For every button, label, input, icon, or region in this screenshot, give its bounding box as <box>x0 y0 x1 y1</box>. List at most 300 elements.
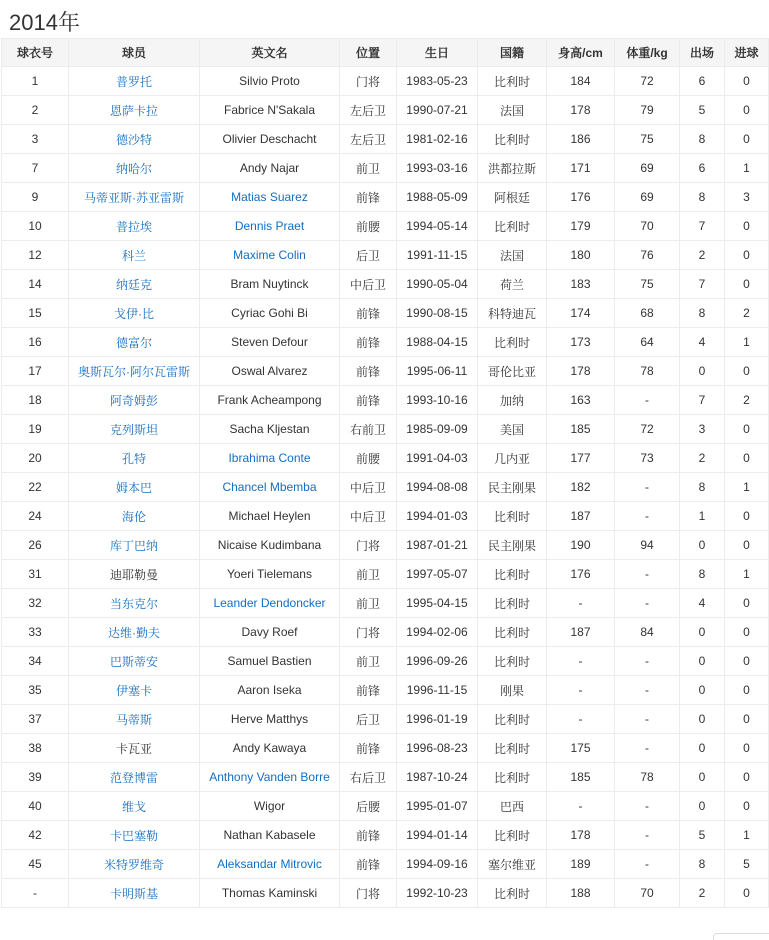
cell-nationality: 比利时 <box>478 502 547 531</box>
cell-apps: 0 <box>680 676 725 705</box>
cell-birthday: 1994-05-14 <box>397 212 478 241</box>
cell-apps: 0 <box>680 734 725 763</box>
cell-nationality: 巴西 <box>478 792 547 821</box>
cell-name_cn: 迪耶勒曼 <box>69 560 200 589</box>
table-row <box>2 763 769 792</box>
col-header-height: 身高/cm <box>547 39 615 67</box>
cell-name_en <box>200 241 340 270</box>
cell-weight: - <box>615 386 680 415</box>
cell-nationality: 比利时 <box>478 821 547 850</box>
cell-no: 12 <box>2 241 69 270</box>
cell-height: 174 <box>547 299 615 328</box>
cell-name_en: Bram Nuytinck <box>200 270 340 299</box>
cell-weight: - <box>615 850 680 879</box>
cell-nationality: 比利时 <box>478 212 547 241</box>
cell-nationality: 荷兰 <box>478 270 547 299</box>
cell-height: 175 <box>547 734 615 763</box>
cell-weight: - <box>615 705 680 734</box>
cell-pos: 右后卫 <box>340 763 397 792</box>
cell-name_en <box>200 444 340 473</box>
cell-name_cn <box>69 589 200 618</box>
table-body <box>2 67 769 908</box>
cell-apps: 8 <box>680 850 725 879</box>
cell-nationality: 民主刚果 <box>478 531 547 560</box>
cell-goals: 0 <box>725 67 769 96</box>
cell-height: 187 <box>547 502 615 531</box>
cell-apps: 2 <box>680 444 725 473</box>
cell-goals: 0 <box>725 647 769 676</box>
player-link-en[interactable]: Anthony Vanden Borre <box>209 770 330 784</box>
player-link-cn[interactable]: 阿奇姆彭 <box>109 393 158 408</box>
cell-name_en: Michael Heylen <box>200 502 340 531</box>
table-row <box>2 241 769 270</box>
cell-birthday: 1990-05-04 <box>397 270 478 299</box>
cell-name_en <box>200 763 340 792</box>
cell-birthday: 1981-02-16 <box>397 125 478 154</box>
player-link-cn[interactable]: 米特罗维奇 <box>103 857 164 872</box>
cell-pos: 门将 <box>340 531 397 560</box>
cell-nationality: 比利时 <box>478 705 547 734</box>
cell-no: 10 <box>2 212 69 241</box>
cell-name_cn <box>69 763 200 792</box>
player-link-cn[interactable]: 马蒂亚斯·苏亚雷斯 <box>84 190 184 205</box>
player-link-cn[interactable]: 纳哈尔 <box>115 161 152 176</box>
table-row <box>2 386 769 415</box>
cell-pos: 前锋 <box>340 183 397 212</box>
table-row <box>2 705 769 734</box>
cell-apps: 2 <box>680 879 725 908</box>
cell-name_en: Andy Kawaya <box>200 734 340 763</box>
cell-weight: 72 <box>615 415 680 444</box>
cell-name_en: Sacha Kljestan <box>200 415 340 444</box>
cell-pos: 前锋 <box>340 299 397 328</box>
cell-name_en: Steven Defour <box>200 328 340 357</box>
player-link-cn[interactable]: 马蒂斯 <box>115 712 152 727</box>
cell-apps: 0 <box>680 618 725 647</box>
cell-name_en: Frank Acheampong <box>200 386 340 415</box>
cell-name_cn <box>69 67 200 96</box>
cell-weight: 76 <box>615 241 680 270</box>
cell-no: 37 <box>2 705 69 734</box>
cell-nationality: 比利时 <box>478 647 547 676</box>
cell-birthday: 1992-10-23 <box>397 879 478 908</box>
cell-pos: 中后卫 <box>340 473 397 502</box>
player-link-cn[interactable]: 当东克尔 <box>109 596 158 611</box>
player-link-cn[interactable]: 范登博雷 <box>109 770 158 785</box>
cell-name_en: Samuel Bastien <box>200 647 340 676</box>
table-row <box>2 560 769 589</box>
cell-weight: 69 <box>615 183 680 212</box>
cell-name_cn <box>69 328 200 357</box>
player-link-cn[interactable]: 巴斯蒂安 <box>109 654 158 669</box>
cell-name_cn <box>69 792 200 821</box>
cell-nationality: 美国 <box>478 415 547 444</box>
table-row <box>2 473 769 502</box>
player-link-cn[interactable]: 克列斯坦 <box>109 422 158 437</box>
cell-name_en: Davy Roef <box>200 618 340 647</box>
cell-pos: 前锋 <box>340 386 397 415</box>
cell-no: 42 <box>2 821 69 850</box>
cell-height: 176 <box>547 183 615 212</box>
table-header-row <box>2 39 769 67</box>
cell-height: 187 <box>547 618 615 647</box>
cell-name_en: Aaron Iseka <box>200 676 340 705</box>
player-link-cn[interactable]: 纳廷克 <box>115 277 152 292</box>
cell-nationality: 法国 <box>478 96 547 125</box>
cell-height: 184 <box>547 67 615 96</box>
table-row <box>2 415 769 444</box>
cell-apps: 0 <box>680 763 725 792</box>
col-header-no: 球衣号 <box>2 39 69 67</box>
cell-no: 22 <box>2 473 69 502</box>
cell-name_cn <box>69 850 200 879</box>
player-link-cn[interactable]: 恩萨卡拉 <box>109 103 158 118</box>
cell-height: 176 <box>547 560 615 589</box>
col-header-apps: 出场 <box>680 39 725 67</box>
cell-pos: 前锋 <box>340 357 397 386</box>
cell-pos: 前卫 <box>340 560 397 589</box>
cell-nationality: 法国 <box>478 241 547 270</box>
player-link-cn[interactable]: 维戈 <box>121 799 146 814</box>
cell-no: 1 <box>2 67 69 96</box>
cell-pos: 门将 <box>340 618 397 647</box>
cell-weight: 72 <box>615 67 680 96</box>
table-row <box>2 183 769 212</box>
cell-name_cn <box>69 444 200 473</box>
player-link-cn[interactable]: 普罗托 <box>115 74 152 89</box>
cell-weight: 70 <box>615 212 680 241</box>
cell-birthday: 1987-01-21 <box>397 531 478 560</box>
cell-birthday: 1991-11-15 <box>397 241 478 270</box>
cell-name_cn: 卡瓦亚 <box>69 734 200 763</box>
cell-apps: 0 <box>680 792 725 821</box>
player-link-cn[interactable]: 德沙特 <box>115 132 152 147</box>
table-row <box>2 821 769 850</box>
cell-birthday: 1985-09-09 <box>397 415 478 444</box>
cell-height: 179 <box>547 212 615 241</box>
cell-pos: 门将 <box>340 67 397 96</box>
cell-no: 2 <box>2 96 69 125</box>
cell-no: 15 <box>2 299 69 328</box>
player-link-en[interactable]: Leander Dendoncker <box>213 596 326 610</box>
cell-pos: 前腰 <box>340 212 397 241</box>
player-link-en[interactable]: Matias Suarez <box>231 190 308 204</box>
cell-nationality: 加纳 <box>478 386 547 415</box>
cell-apps: 6 <box>680 67 725 96</box>
cell-goals: 0 <box>725 241 769 270</box>
cell-no: 39 <box>2 763 69 792</box>
cell-height: - <box>547 589 615 618</box>
cell-name_en: Herve Matthys <box>200 705 340 734</box>
collapse-button-partial[interactable] <box>713 933 769 940</box>
player-link-cn[interactable]: 普拉埃 <box>115 219 152 234</box>
cell-goals: 3 <box>725 183 769 212</box>
cell-goals: 5 <box>725 850 769 879</box>
cell-birthday: 1983-05-23 <box>397 67 478 96</box>
cell-apps: 2 <box>680 241 725 270</box>
cell-name_cn <box>69 618 200 647</box>
cell-height: 177 <box>547 444 615 473</box>
cell-no: 38 <box>2 734 69 763</box>
cell-no: 45 <box>2 850 69 879</box>
cell-birthday: 1994-01-03 <box>397 502 478 531</box>
cell-height: 186 <box>547 125 615 154</box>
player-link-cn[interactable]: 伊塞卡 <box>115 683 152 698</box>
table-row <box>2 792 769 821</box>
cell-weight: 69 <box>615 154 680 183</box>
cell-goals: 0 <box>725 618 769 647</box>
cell-apps: 0 <box>680 531 725 560</box>
cell-no: 33 <box>2 618 69 647</box>
cell-apps: 8 <box>680 125 725 154</box>
cell-weight: 75 <box>615 125 680 154</box>
cell-height: 178 <box>547 821 615 850</box>
player-link-en[interactable]: Dennis Praet <box>234 219 305 233</box>
cell-birthday: 1994-08-08 <box>397 473 478 502</box>
cell-name_cn <box>69 879 200 908</box>
col-header-nationality: 国籍 <box>478 39 547 67</box>
cell-goals: 0 <box>725 415 769 444</box>
cell-apps: 0 <box>680 647 725 676</box>
squad-table <box>1 38 769 908</box>
cell-no: 17 <box>2 357 69 386</box>
cell-name_cn <box>69 821 200 850</box>
cell-weight: - <box>615 676 680 705</box>
cell-name_cn <box>69 531 200 560</box>
cell-name_cn <box>69 183 200 212</box>
cell-goals: 0 <box>725 125 769 154</box>
col-header-pos: 位置 <box>340 39 397 67</box>
cell-weight: 64 <box>615 328 680 357</box>
player-link-cn[interactable]: 卡巴塞勒 <box>109 828 158 843</box>
cell-birthday: 1996-11-15 <box>397 676 478 705</box>
cell-name_cn <box>69 705 200 734</box>
cell-nationality: 哥伦比亚 <box>478 357 547 386</box>
cell-pos: 前腰 <box>340 444 397 473</box>
cell-weight: - <box>615 589 680 618</box>
cell-name_en: Olivier Deschacht <box>200 125 340 154</box>
player-link-cn[interactable]: 孔特 <box>121 451 146 466</box>
player-link-en[interactable]: Chancel Mbemba <box>222 480 317 494</box>
cell-birthday: 1988-05-09 <box>397 183 478 212</box>
col-header-weight: 体重/kg <box>615 39 680 67</box>
cell-apps: 5 <box>680 96 725 125</box>
cell-name_en: Fabrice N'Sakala <box>200 96 340 125</box>
cell-nationality: 比利时 <box>478 560 547 589</box>
cell-birthday: 1994-02-06 <box>397 618 478 647</box>
cell-name_cn <box>69 647 200 676</box>
cell-no: - <box>2 879 69 908</box>
cell-birthday: 1994-09-16 <box>397 850 478 879</box>
cell-pos: 前锋 <box>340 676 397 705</box>
col-header-name_en: 英文名 <box>200 39 340 67</box>
cell-name_en <box>200 473 340 502</box>
player-link-cn[interactable]: 奥斯瓦尔·阿尔瓦雷斯 <box>78 364 190 379</box>
cell-apps: 8 <box>680 183 725 212</box>
cell-weight: - <box>615 821 680 850</box>
cell-apps: 5 <box>680 821 725 850</box>
cell-name_cn <box>69 502 200 531</box>
cell-birthday: 1997-05-07 <box>397 560 478 589</box>
cell-name_cn <box>69 270 200 299</box>
cell-pos: 前锋 <box>340 821 397 850</box>
player-link-cn[interactable]: 姆本巴 <box>115 480 152 495</box>
player-link-cn[interactable]: 戈伊·比 <box>114 306 154 321</box>
cell-pos: 前锋 <box>340 850 397 879</box>
cell-birthday: 1993-10-16 <box>397 386 478 415</box>
player-link-cn[interactable]: 海伦 <box>121 509 146 524</box>
table-row <box>2 154 769 183</box>
cell-apps: 3 <box>680 415 725 444</box>
cell-height: - <box>547 647 615 676</box>
cell-name_en: Andy Najar <box>200 154 340 183</box>
cell-apps: 7 <box>680 212 725 241</box>
cell-goals: 2 <box>725 386 769 415</box>
cell-height: 183 <box>547 270 615 299</box>
cell-goals: 1 <box>725 328 769 357</box>
cell-nationality: 民主刚果 <box>478 473 547 502</box>
player-link-cn[interactable]: 库丁巴纳 <box>109 538 158 553</box>
cell-height: 188 <box>547 879 615 908</box>
cell-weight: - <box>615 502 680 531</box>
table-row <box>2 502 769 531</box>
col-header-goals: 进球 <box>725 39 769 67</box>
cell-nationality: 比利时 <box>478 734 547 763</box>
cell-name_cn <box>69 299 200 328</box>
cell-name_cn <box>69 125 200 154</box>
cell-name_cn <box>69 415 200 444</box>
table-row <box>2 212 769 241</box>
table-row <box>2 676 769 705</box>
cell-pos: 右前卫 <box>340 415 397 444</box>
cell-pos: 前卫 <box>340 647 397 676</box>
cell-height: 180 <box>547 241 615 270</box>
table-row <box>2 67 769 96</box>
cell-apps: 1 <box>680 502 725 531</box>
table-row <box>2 618 769 647</box>
cell-nationality: 阿根廷 <box>478 183 547 212</box>
cell-weight: - <box>615 734 680 763</box>
cell-goals: 0 <box>725 444 769 473</box>
col-header-birthday: 生日 <box>397 39 478 67</box>
cell-apps: 8 <box>680 473 725 502</box>
table-row <box>2 589 769 618</box>
cell-apps: 4 <box>680 328 725 357</box>
cell-goals: 0 <box>725 357 769 386</box>
cell-birthday: 1988-04-15 <box>397 328 478 357</box>
cell-pos: 左后卫 <box>340 96 397 125</box>
table-row <box>2 647 769 676</box>
cell-goals: 0 <box>725 212 769 241</box>
cell-no: 24 <box>2 502 69 531</box>
cell-no: 35 <box>2 676 69 705</box>
cell-height: 182 <box>547 473 615 502</box>
cell-goals: 1 <box>725 560 769 589</box>
cell-weight: - <box>615 473 680 502</box>
cell-height: 185 <box>547 415 615 444</box>
cell-goals: 0 <box>725 589 769 618</box>
cell-pos: 后卫 <box>340 241 397 270</box>
cell-no: 16 <box>2 328 69 357</box>
cell-birthday: 1994-01-14 <box>397 821 478 850</box>
cell-nationality: 比利时 <box>478 618 547 647</box>
cell-weight: - <box>615 647 680 676</box>
cell-apps: 0 <box>680 357 725 386</box>
cell-name_en <box>200 183 340 212</box>
player-link-cn[interactable]: 达维·勤夫 <box>108 625 160 640</box>
cell-apps: 8 <box>680 560 725 589</box>
table-row <box>2 357 769 386</box>
cell-goals: 0 <box>725 96 769 125</box>
section-title: 2014年 <box>9 10 80 35</box>
cell-weight: 73 <box>615 444 680 473</box>
player-link-cn[interactable]: 德富尔 <box>115 335 152 350</box>
cell-name_en: Wigor <box>200 792 340 821</box>
cell-goals: 0 <box>725 763 769 792</box>
cell-no: 40 <box>2 792 69 821</box>
cell-pos: 前卫 <box>340 154 397 183</box>
cell-weight: 79 <box>615 96 680 125</box>
cell-nationality: 比利时 <box>478 763 547 792</box>
cell-nationality: 科特迪瓦 <box>478 299 547 328</box>
cell-birthday: 1987-10-24 <box>397 763 478 792</box>
cell-birthday: 1993-03-16 <box>397 154 478 183</box>
player-link-en[interactable]: Ibrahima Conte <box>228 451 311 465</box>
player-link-en[interactable]: Maxime Colin <box>233 248 306 262</box>
cell-height: 178 <box>547 357 615 386</box>
player-link-cn[interactable]: 科兰 <box>121 248 146 263</box>
cell-name_en: Cyriac Gohi Bi <box>200 299 340 328</box>
cell-weight: - <box>615 792 680 821</box>
cell-no: 9 <box>2 183 69 212</box>
table-row <box>2 299 769 328</box>
cell-height: 185 <box>547 763 615 792</box>
player-link-en[interactable]: Aleksandar Mitrovic <box>217 857 322 871</box>
cell-weight: 70 <box>615 879 680 908</box>
cell-nationality: 比利时 <box>478 879 547 908</box>
cell-pos: 左后卫 <box>340 125 397 154</box>
table-row <box>2 125 769 154</box>
cell-height: 173 <box>547 328 615 357</box>
cell-name_cn <box>69 96 200 125</box>
cell-name_cn <box>69 241 200 270</box>
cell-pos: 前卫 <box>340 589 397 618</box>
cell-birthday: 1990-07-21 <box>397 96 478 125</box>
cell-name_cn <box>69 357 200 386</box>
cell-no: 3 <box>2 125 69 154</box>
table-row <box>2 879 769 908</box>
cell-apps: 4 <box>680 589 725 618</box>
table-row <box>2 328 769 357</box>
cell-name_en <box>200 212 340 241</box>
cell-weight: 75 <box>615 270 680 299</box>
cell-birthday: 1996-09-26 <box>397 647 478 676</box>
col-header-name_cn: 球员 <box>69 39 200 67</box>
table-row <box>2 734 769 763</box>
cell-weight: 94 <box>615 531 680 560</box>
cell-goals: 2 <box>725 299 769 328</box>
cell-name_en: Oswal Alvarez <box>200 357 340 386</box>
player-link-cn[interactable]: 卡明斯基 <box>109 886 158 901</box>
cell-nationality: 几内亚 <box>478 444 547 473</box>
cell-name_cn <box>69 386 200 415</box>
cell-pos: 门将 <box>340 879 397 908</box>
cell-name_en: Thomas Kaminski <box>200 879 340 908</box>
cell-weight: 84 <box>615 618 680 647</box>
cell-weight: - <box>615 560 680 589</box>
cell-goals: 1 <box>725 473 769 502</box>
cell-pos: 前锋 <box>340 328 397 357</box>
